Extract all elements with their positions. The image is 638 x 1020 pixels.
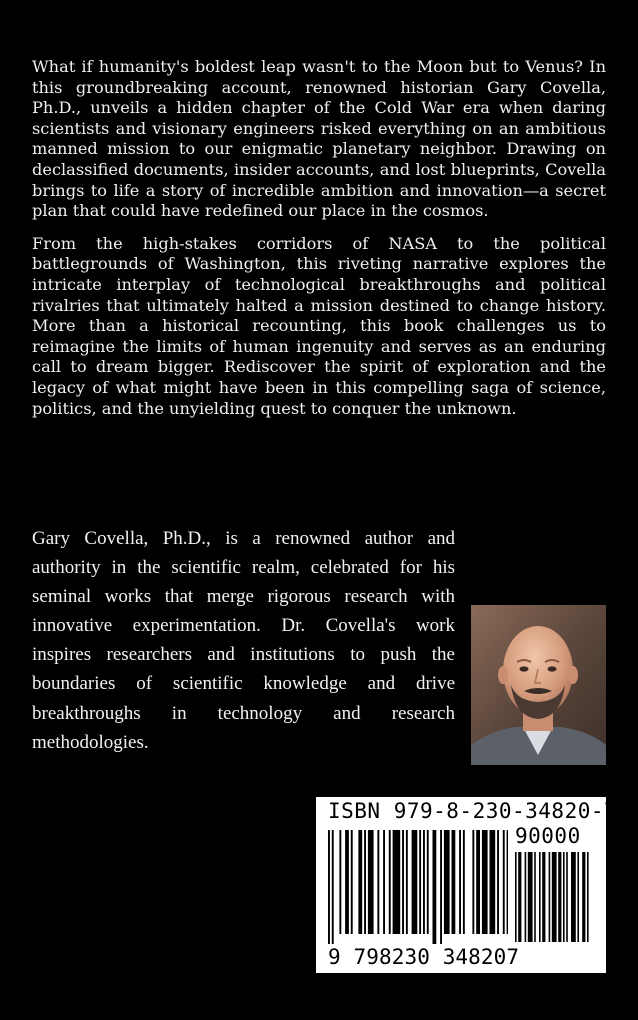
author-bio	[32, 524, 455, 757]
author-photo	[471, 605, 606, 765]
isbn-barcode	[316, 797, 618, 973]
isbn-label: ISBN 979-8-230-34820-7	[328, 799, 618, 823]
description-paragraph-1: What if humanity's boldest leap wasn't to the Moon but to Venus? In this groundbreaking account, renowned historian Gary Covella, Ph.D., unveils a hidden chapter of the Cold War era when daring scientists and visionary engineers risked everything on an ambitious manned mission to our enigmatic planetary neighbor. Drawing on declassified documents, insider accounts, and lost blueprints, Covella brings to life a story of incredible ambition and innovation—a secret plan that could have redefined our place in the cosmos.	[32, 57, 606, 221]
description-paragraph-2: From the high-stakes corridors of NASA to the political battlegrounds of Washington, this riveting narrative explores the intricate interplay of technological breakthroughs and political rivalries that ultimately halted a mission destined to change history. More than a historical recounting, this book challenges us to reimagine the limits of human ingenuity and serves as an enduring call to dream bigger. Rediscover the spirit of exploration and the legacy of what might have been in this compelling saga of science, politics, and the unyielding quest to conquer the unknown.	[32, 233, 606, 418]
book-description	[32, 57, 606, 431]
ean-barcode-bars	[328, 830, 508, 948]
ean-digits: 9 798230 348207	[328, 945, 520, 969]
author-bio-text: Gary Covella, Ph.D., is a renowned author and authority in the scientific realm, celebrated for his seminal works that merge rigorous research with innovative experimentation. Dr. Covella's work inspires researchers and institutions to push the boundaries of scientific knowledge and drive breakthroughs in technology and research methodologies.	[32, 528, 455, 753]
price-code: 90000	[515, 824, 581, 848]
addon-barcode-bars	[515, 852, 593, 944]
